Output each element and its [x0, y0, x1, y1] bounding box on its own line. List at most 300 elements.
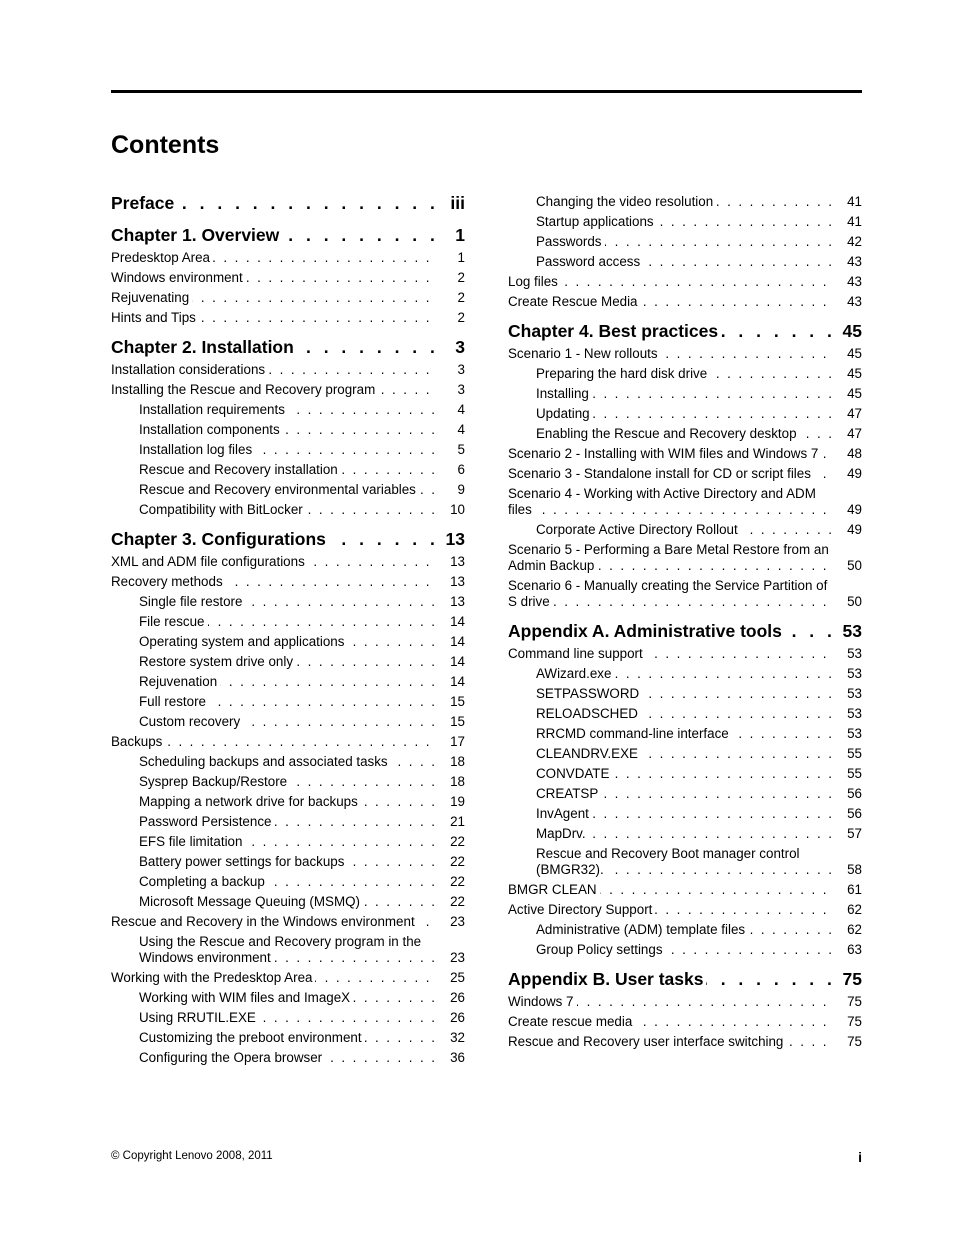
- toc-chapter-link[interactable]: [111, 336, 465, 358]
- toc-entry-text: Battery power settings for backups: [139, 854, 347, 869]
- toc-entry-link[interactable]: [508, 746, 862, 762]
- toc-entry-title: [139, 934, 435, 966]
- toc-page-number: 75: [832, 1014, 862, 1030]
- toc-entry-link[interactable]: [111, 674, 465, 690]
- toc-entry-text: Installing: [536, 386, 592, 401]
- toc-entry-link[interactable]: [508, 666, 862, 682]
- toc-entry-link[interactable]: [111, 402, 465, 418]
- toc-entry-text: CONVDATE: [536, 766, 612, 781]
- toc-entry-link[interactable]: [111, 634, 465, 650]
- toc-entry-title: [508, 578, 832, 610]
- toc-entry-link[interactable]: [111, 270, 465, 286]
- toc-entry-title: [536, 766, 832, 782]
- toc-entry-title: [111, 914, 435, 930]
- toc-entry-link[interactable]: [508, 942, 862, 958]
- toc-entry-text: Preparing the hard disk drive: [536, 366, 710, 381]
- toc-page-number: 58: [832, 862, 862, 878]
- toc-entry-text: Sysprep Backup/Restore: [139, 774, 290, 789]
- toc-page-number: 53: [832, 666, 862, 682]
- toc-page-number: 43: [832, 254, 862, 270]
- toc-entry-link[interactable]: [111, 574, 465, 590]
- toc-entry-text: Scenario 1 - New rollouts: [508, 346, 661, 361]
- toc-entry-link[interactable]: [111, 290, 465, 306]
- toc-entry-link[interactable]: [508, 194, 862, 210]
- toc-page-number: 4: [435, 422, 465, 438]
- toc-entry-title: [536, 522, 832, 538]
- toc-entry-title: [111, 970, 435, 986]
- toc-entry-title: [508, 968, 832, 990]
- toc-entry-text: Installation components: [139, 422, 283, 437]
- toc-entry-title: [536, 922, 832, 938]
- toc-entry-text: Rescue and Recovery environmental variables: [139, 482, 419, 497]
- toc-entry-text: Rejuvenation: [139, 674, 220, 689]
- toc-page-number: 15: [435, 694, 465, 710]
- toc-entry-title: [139, 654, 435, 670]
- toc-entry-text: Recovery methods: [111, 574, 226, 589]
- toc-entry-title: [139, 754, 435, 770]
- toc-entry-text: AWizard.exe: [536, 666, 614, 681]
- toc-entry-link[interactable]: [111, 1010, 465, 1026]
- toc-page-number: 2: [435, 290, 465, 306]
- toc-entry-title: [508, 646, 832, 662]
- toc-entry-text: Corporate Active Directory Rollout: [536, 522, 741, 537]
- toc-page-number: 1: [435, 224, 465, 246]
- toc-entry-link[interactable]: [508, 882, 862, 898]
- toc-chapter-link[interactable]: [508, 968, 862, 990]
- toc-entry-title: [139, 774, 435, 790]
- toc-entry-title: [508, 1014, 832, 1030]
- toc-page-number: 62: [832, 922, 862, 938]
- toc-entry-title: [508, 274, 832, 290]
- toc-page-number: 3: [435, 362, 465, 378]
- toc-chapter-link[interactable]: [111, 192, 465, 214]
- toc-entry-link[interactable]: [111, 502, 465, 518]
- toc-entry-text: Password Persistence: [139, 814, 274, 829]
- toc-page-number: 63: [832, 942, 862, 958]
- toc-page-number: 53: [832, 706, 862, 722]
- toc-page-number: 55: [832, 766, 862, 782]
- toc-entry-link[interactable]: [508, 446, 862, 462]
- toc-entry-title: [508, 994, 832, 1010]
- toc-entry-text: Working with WIM files and ImageX: [139, 990, 353, 1005]
- toc-entry-text: Startup applications: [536, 214, 657, 229]
- toc-entry-link[interactable]: [111, 894, 465, 910]
- toc-page-number: 2: [435, 270, 465, 286]
- toc-entry-title: [536, 366, 832, 382]
- toc-entry-text: Rescue and Recovery Boot manager control (BMGR32).: [536, 846, 800, 877]
- toc-entry-link[interactable]: [508, 466, 862, 482]
- toc-entry-title: [139, 1050, 435, 1066]
- toc-chapter-link[interactable]: [508, 320, 862, 342]
- toc-page-number: 43: [832, 274, 862, 290]
- toc-entry-link[interactable]: [508, 274, 862, 290]
- toc-entry-title: [536, 826, 832, 842]
- toc-entry-text: InvAgent: [536, 806, 592, 821]
- toc-entry-text: Installation considerations: [111, 362, 268, 377]
- toc-entry-link[interactable]: [508, 726, 862, 742]
- toc-entry-text: Working with the Predesktop Area: [111, 970, 315, 985]
- toc-entry-text: Windows 7: [508, 994, 577, 1009]
- toc-entry-link[interactable]: [508, 646, 862, 662]
- toc-entry-text: Command line support: [508, 646, 646, 661]
- toc-page-number: 14: [435, 674, 465, 690]
- toc-entry-link[interactable]: [111, 970, 465, 986]
- toc-entry-link[interactable]: [111, 834, 465, 850]
- toc-page-number: 55: [832, 746, 862, 762]
- toc-entry-text: Hints and Tips: [111, 310, 199, 325]
- toc-page-number: 22: [435, 894, 465, 910]
- toc-entry-text: Changing the video resolution: [536, 194, 716, 209]
- toc-entry-title: [139, 502, 435, 518]
- toc-entry-text: Password access: [536, 254, 643, 269]
- toc-entry-title: [536, 194, 832, 210]
- toc-entry-text: Appendix B. User tasks: [508, 969, 706, 989]
- toc-entry-link[interactable]: [111, 754, 465, 770]
- toc-entry-link[interactable]: [508, 214, 862, 230]
- toc-entry-title: [111, 554, 435, 570]
- toc-entry-text: Using the Rescue and Recovery program in the Windows environment: [139, 934, 422, 965]
- toc-page-number: 6: [435, 462, 465, 478]
- toc-entry-link[interactable]: [111, 794, 465, 810]
- toc-entry-title: [536, 214, 832, 230]
- toc-entry-link[interactable]: [111, 554, 465, 570]
- toc-entry-link[interactable]: [111, 594, 465, 610]
- toc-entry-link[interactable]: [508, 366, 862, 382]
- toc-entry-title: [536, 942, 832, 958]
- toc-entry-link[interactable]: [111, 614, 465, 630]
- toc-entry-link[interactable]: [508, 542, 862, 574]
- toc-entry-link[interactable]: [111, 462, 465, 478]
- toc-entry-text: EFS file limitation: [139, 834, 245, 849]
- toc-page-number: 3: [435, 382, 465, 398]
- toc-entry-title: [508, 620, 832, 642]
- toc-entry-text: Passwords: [536, 234, 605, 249]
- toc-entry-link[interactable]: [111, 654, 465, 670]
- toc-entry-text: Appendix A. Administrative tools: [508, 621, 785, 641]
- toc-entry-title: [536, 706, 832, 722]
- toc-entry-title: [508, 486, 832, 518]
- toc-entry-text: Backups: [111, 734, 165, 749]
- toc-page-number: 53: [832, 620, 862, 642]
- toc-chapter-link[interactable]: [111, 224, 465, 246]
- toc-page-number: 18: [435, 754, 465, 770]
- toc-entry-title: [508, 446, 832, 462]
- toc-entry-title: [536, 386, 832, 402]
- toc-page-number: 14: [435, 634, 465, 650]
- toc-entry-text: SETPASSWORD: [536, 686, 642, 701]
- toc-entry-link[interactable]: [111, 694, 465, 710]
- toc-entry-link[interactable]: [508, 426, 862, 442]
- toc-entry-text: Scenario 5 - Performing a Bare Metal Restore from an Admin Backup: [508, 542, 829, 573]
- toc-entry-text: Custom recovery: [139, 714, 243, 729]
- toc-entry-link[interactable]: [111, 1050, 465, 1066]
- toc-entry-title: [536, 234, 832, 250]
- toc-entry-text: BMGR CLEAN: [508, 882, 600, 897]
- toc-entry-text: MapDrv.: [536, 826, 589, 841]
- toc-entry-title: [111, 192, 435, 214]
- toc-entry-text: Rescue and Recovery in the Windows environment: [111, 914, 418, 929]
- toc-page-number: 25: [435, 970, 465, 986]
- toc-page-number: 62: [832, 902, 862, 918]
- toc-page-number: 36: [435, 1050, 465, 1066]
- toc-entry-title: [536, 806, 832, 822]
- toc-page-number: 42: [832, 234, 862, 250]
- toc-entry-title: [111, 336, 435, 358]
- toc-entry-text: Group Policy settings: [536, 942, 666, 957]
- toc-entry-link[interactable]: [508, 522, 862, 538]
- toc-entry-title: [139, 834, 435, 850]
- toc-entry-text: Create rescue media: [508, 1014, 635, 1029]
- toc-entry-link[interactable]: [111, 1030, 465, 1046]
- toc-page-number: 17: [435, 734, 465, 750]
- toc-entry-title: [139, 1030, 435, 1046]
- toc-entry-link[interactable]: [508, 766, 862, 782]
- toc-page-number: 4: [435, 402, 465, 418]
- toc-entry-title: [536, 666, 832, 682]
- toc-page-number: 53: [832, 726, 862, 742]
- toc-entry-text: Scenario 4 - Working with Active Directory and ADM files: [508, 486, 816, 517]
- toc-entry-title: [536, 846, 832, 878]
- toc-page-number: 45: [832, 386, 862, 402]
- toc-entry-link[interactable]: [508, 902, 862, 918]
- toc-page-number: 23: [435, 914, 465, 930]
- toc-page-number: 13: [435, 574, 465, 590]
- toc-entry-title: [508, 320, 832, 342]
- toc-entry-title: [139, 794, 435, 810]
- toc-entry-title: [536, 254, 832, 270]
- toc-page-number: 13: [435, 554, 465, 570]
- toc-page-number: 13: [435, 528, 465, 550]
- toc-entry-title: [139, 854, 435, 870]
- toc-entry-title: [139, 462, 435, 478]
- toc-page-number: 3: [435, 336, 465, 358]
- toc-page-number: 61: [832, 882, 862, 898]
- toc-entry-text: Completing a backup: [139, 874, 268, 889]
- top-rule: [111, 90, 862, 93]
- toc-entry-title: [536, 746, 832, 762]
- toc-entry-title: [139, 422, 435, 438]
- toc-entry-link[interactable]: [508, 786, 862, 802]
- toc-entry-link[interactable]: [508, 922, 862, 938]
- toc-entry-title: [139, 674, 435, 690]
- toc-entry-title: [111, 574, 435, 590]
- toc-entry-title: [139, 714, 435, 730]
- toc-page-number: 45: [832, 346, 862, 362]
- toc-entry-title: [536, 726, 832, 742]
- toc-page-number: 13: [435, 594, 465, 610]
- toc-page-number: 22: [435, 854, 465, 870]
- toc-entry-link[interactable]: [111, 362, 465, 378]
- toc-entry-text: File rescue: [139, 614, 208, 629]
- toc-page-number: 15: [435, 714, 465, 730]
- toc-entry-link[interactable]: [111, 854, 465, 870]
- toc-entry-link[interactable]: [508, 486, 862, 518]
- toc-entry-link[interactable]: [111, 774, 465, 790]
- toc-entry-text: Microsoft Message Queuing (MSMQ): [139, 894, 363, 909]
- toc-entry-link[interactable]: [111, 990, 465, 1006]
- toc-entry-link[interactable]: [508, 806, 862, 822]
- toc-entry-title: [536, 406, 832, 422]
- toc-page-number: 14: [435, 614, 465, 630]
- toc-entry-link[interactable]: [508, 406, 862, 422]
- toc-entry-link[interactable]: [508, 846, 862, 878]
- toc-page-number: 23: [435, 950, 465, 966]
- toc-entry-link[interactable]: [111, 442, 465, 458]
- toc-entry-text: Administrative (ADM) template files: [536, 922, 748, 937]
- toc-entry-link[interactable]: [508, 386, 862, 402]
- toc-page-number: 56: [832, 786, 862, 802]
- toc-page-number: 45: [832, 320, 862, 342]
- toc-entry-title: [139, 614, 435, 630]
- toc-page-number: 50: [832, 594, 862, 610]
- toc-entry-text: Scenario 6 - Manually creating the Service Partition of S drive: [508, 578, 828, 609]
- toc-entry-text: Scenario 2 - Installing with WIM files and Windows 7: [508, 446, 821, 461]
- toc-entry-title: [508, 346, 832, 362]
- toc-entry-text: Operating system and applications: [139, 634, 347, 649]
- toc-page-number: 18: [435, 774, 465, 790]
- toc-page-number: iii: [435, 192, 465, 214]
- toc-chapter-link[interactable]: [508, 620, 862, 642]
- toc-entry-link[interactable]: [111, 934, 465, 966]
- toc-page-number: 75: [832, 968, 862, 990]
- toc-entry-title: [111, 734, 435, 750]
- toc-page-number: 41: [832, 214, 862, 230]
- toc-entry-link[interactable]: [508, 1034, 862, 1050]
- page-number: i: [858, 1149, 862, 1165]
- toc-page-number: 75: [832, 994, 862, 1010]
- toc-page-number: 56: [832, 806, 862, 822]
- toc-right-column: [508, 194, 862, 1054]
- toc-entry-title: [139, 814, 435, 830]
- toc-entry-title: [111, 270, 435, 286]
- toc-entry-text: Mapping a network drive for backups: [139, 794, 361, 809]
- toc-page-number: 49: [832, 522, 862, 538]
- toc-entry-link[interactable]: [508, 706, 862, 722]
- toc-entry-text: Updating: [536, 406, 593, 421]
- toc-entry-text: Customizing the preboot environment: [139, 1030, 365, 1045]
- toc-page-number: 75: [832, 1034, 862, 1050]
- toc-entry-title: [111, 362, 435, 378]
- toc-entry-title: [508, 902, 832, 918]
- toc-entry-link[interactable]: [111, 734, 465, 750]
- toc-entry-link[interactable]: [111, 914, 465, 930]
- toc-page-number: 48: [832, 446, 862, 462]
- toc-entry-link[interactable]: [508, 994, 862, 1010]
- toc-entry-text: Scheduling backups and associated tasks: [139, 754, 391, 769]
- toc-entry-text: Using RRUTIL.EXE: [139, 1010, 259, 1025]
- toc-entry-text: XML and ADM file configurations: [111, 554, 308, 569]
- toc-entry-link[interactable]: [111, 310, 465, 326]
- toc-page-number: 50: [832, 558, 862, 574]
- toc-chapter-link[interactable]: [111, 528, 465, 550]
- copyright-notice: © Copyright Lenovo 2008, 2011: [111, 1150, 273, 1162]
- toc-entry-text: Installation log files: [139, 442, 255, 457]
- toc-page-number: 9: [435, 482, 465, 498]
- toc-page-number: 10: [435, 502, 465, 518]
- toc-entry-link[interactable]: [111, 874, 465, 890]
- toc-entry-link[interactable]: [508, 826, 862, 842]
- toc-entry-text: Enabling the Rescue and Recovery desktop: [536, 426, 800, 441]
- toc-entry-text: Rescue and Recovery installation: [139, 462, 341, 477]
- toc-page-number: 22: [435, 874, 465, 890]
- toc-page-number: 19: [435, 794, 465, 810]
- toc-page-number: 5: [435, 442, 465, 458]
- toc-page-number: 2: [435, 310, 465, 326]
- toc-page-number: 43: [832, 294, 862, 310]
- toc-page-number: 41: [832, 194, 862, 210]
- page-title: Contents: [111, 131, 220, 159]
- toc-entry-text: Installing the Rescue and Recovery program: [111, 382, 378, 397]
- toc-entry-title: [111, 290, 435, 306]
- toc-page-number: 32: [435, 1030, 465, 1046]
- toc-entry-text: Active Directory Support: [508, 902, 655, 917]
- toc-entry-text: Chapter 1. Overview: [111, 225, 282, 245]
- toc-page-number: 1: [435, 250, 465, 266]
- toc-page-number: 53: [832, 646, 862, 662]
- toc-entry-title: [508, 542, 832, 574]
- toc-entry-text: Preface: [111, 193, 177, 213]
- toc-entry-link[interactable]: [111, 382, 465, 398]
- toc-entry-link[interactable]: [508, 346, 862, 362]
- toc-entry-text: Chapter 3. Configurations: [111, 529, 329, 549]
- toc-entry-text: Compatibility with BitLocker: [139, 502, 306, 517]
- toc-entry-title: [536, 426, 832, 442]
- toc-entry-link[interactable]: [111, 482, 465, 498]
- toc-entry-title: [111, 224, 435, 246]
- toc-entry-link[interactable]: [111, 422, 465, 438]
- toc-entry-title: [139, 634, 435, 650]
- toc-left-column: [111, 192, 465, 1070]
- toc-entry-text: Rejuvenating: [111, 290, 192, 305]
- toc-entry-title: [508, 294, 832, 310]
- toc-entry-link[interactable]: [508, 1014, 862, 1030]
- toc-entry-text: RRCMD command-line interface: [536, 726, 732, 741]
- toc-page-number: 22: [435, 834, 465, 850]
- toc-page-number: 45: [832, 366, 862, 382]
- toc-entry-link[interactable]: [111, 714, 465, 730]
- toc-page-number: 47: [832, 406, 862, 422]
- toc-page-number: 26: [435, 990, 465, 1006]
- toc-entry-title: [111, 528, 435, 550]
- toc-entry-title: [111, 310, 435, 326]
- toc-entry-text: Log files: [508, 274, 561, 289]
- toc-entry-title: [139, 442, 435, 458]
- toc-entry-link[interactable]: [508, 294, 862, 310]
- toc-entry-link[interactable]: [508, 254, 862, 270]
- toc-page-number: 57: [832, 826, 862, 842]
- toc-entry-title: [508, 466, 832, 482]
- toc-entry-text: Scenario 3 - Standalone install for CD or script files: [508, 466, 814, 481]
- toc-page-number: 49: [832, 466, 862, 482]
- toc-page-number: 26: [435, 1010, 465, 1026]
- toc-entry-text: Create Rescue Media: [508, 294, 641, 309]
- toc-entry-text: Single file restore: [139, 594, 245, 609]
- toc-entry-link[interactable]: [111, 250, 465, 266]
- toc-entry-link[interactable]: [111, 814, 465, 830]
- toc-entry-title: [139, 990, 435, 1006]
- toc-page-number: 14: [435, 654, 465, 670]
- toc-entry-title: [139, 402, 435, 418]
- toc-entry-text: Predesktop Area: [111, 250, 213, 265]
- toc-entry-link[interactable]: [508, 234, 862, 250]
- toc-entry-text: Configuring the Opera browser: [139, 1050, 325, 1065]
- toc-entry-title: [139, 874, 435, 890]
- toc-entry-title: [508, 1034, 832, 1050]
- toc-entry-link[interactable]: [508, 686, 862, 702]
- toc-entry-text: CREATSP: [536, 786, 601, 801]
- toc-entry-link[interactable]: [508, 578, 862, 610]
- toc-entry-text: Chapter 4. Best practices: [508, 321, 721, 341]
